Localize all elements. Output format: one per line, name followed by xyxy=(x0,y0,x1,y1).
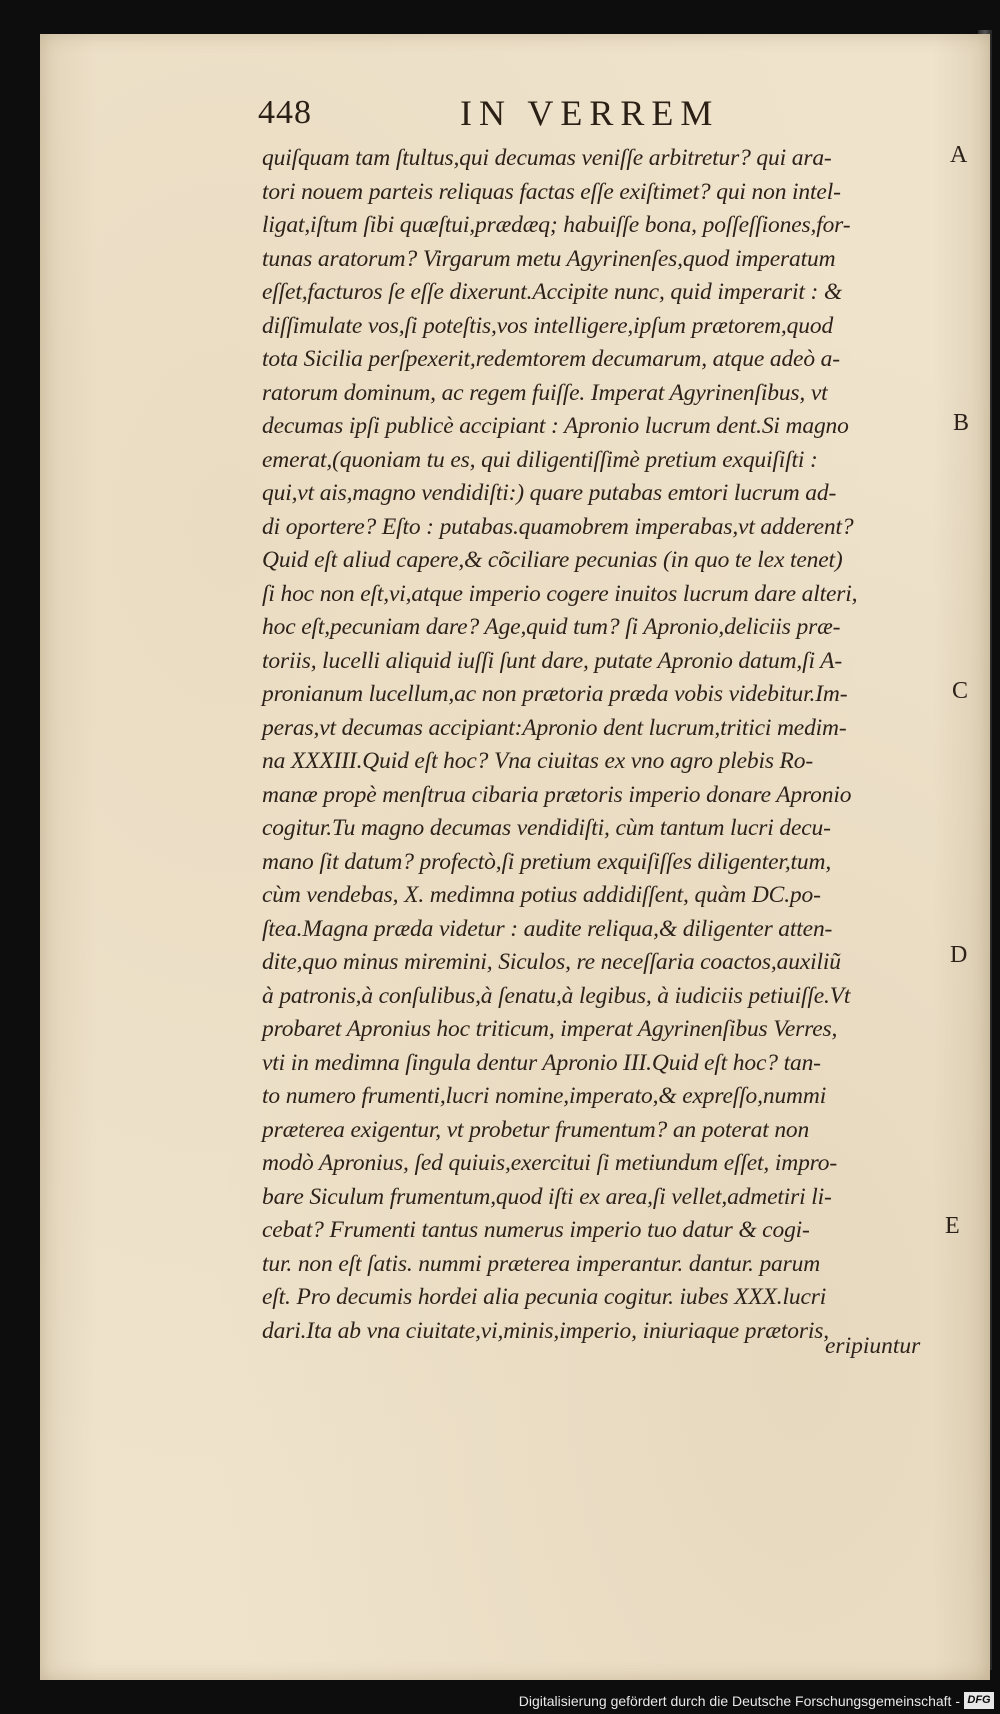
text-line: modò Apronius, ſed quiuis,exercitui ſi metiundum eſſet, impro- xyxy=(262,1150,838,1176)
text-line: cùm vendebas, X. medimna potius addidiſſent, quàm DC.po- xyxy=(262,882,821,908)
text-line: præterea exigentur, vt probetur frumentum? an poterat non xyxy=(262,1116,810,1143)
text-line: quiſquam tam ſtultus,qui decumas veniſſe arbitretur? qui ara- xyxy=(262,145,832,171)
text-line: toriis, lucelli aliquid iuſſi ſunt dare, putate Apronio datum,ſi A- xyxy=(262,647,843,674)
page-number: 448 xyxy=(258,94,312,131)
margin-marker-b: B xyxy=(953,410,970,436)
text-line: na XXXIII.Quid eſt hoc? Vna ciuitas ex vno agro plebis Ro- xyxy=(262,748,814,774)
text-line: tunas aratorum? Virgarum metu Agyrinenſes,quod imperatum xyxy=(262,245,836,272)
text-line: tur. non eſt ſatis. nummi præterea imperantur. dantur. parum xyxy=(262,1250,821,1277)
margin-marker-a: A xyxy=(950,142,968,168)
text-line: ſi hoc non eſt,vi,atque imperio cogere inuitos lucrum dare alteri, xyxy=(262,580,858,607)
margin-marker-e: E xyxy=(945,1213,960,1239)
text-line: decumas ipſi publicè accipiant : Apronio lucrum dent.Si magno xyxy=(262,413,849,439)
text-line: eſt. Pro decumis hordei alia pecunia cogitur. iubes XXX.lucri xyxy=(262,1284,827,1310)
dfg-logo: DFG xyxy=(964,1692,994,1709)
text-line: tota Sicilia perſpexerit,redemtorem decumarum, atque adeò a- xyxy=(262,346,840,372)
margin-marker-d: D xyxy=(950,942,968,968)
catchword: eripiuntur xyxy=(825,1333,921,1359)
text-line: pronianum lucellum,ac non prætoria præda vobis videbitur.Im- xyxy=(262,681,848,707)
margin-marker-c: C xyxy=(952,678,969,704)
text-line: vti in medimna ſingula dentur Apronio III.Quid eſt hoc? tan- xyxy=(262,1049,821,1076)
text-line: to numero frumenti,lucri nomine,imperato,& expreſſo,nummi xyxy=(262,1083,827,1109)
text-line: ſtea.Magna præda videtur : audite reliqua,& diligenter atten- xyxy=(262,915,833,942)
text-line: cebat? Frumenti tantus numerus imperio tuo datur & cogi- xyxy=(262,1217,810,1243)
running-head: IN VERREM xyxy=(460,93,720,133)
footer-bar xyxy=(0,1688,1000,1714)
text-line: dite,quo minus miremini, Siculos, re neceſſaria coactos,auxiliũ xyxy=(262,949,841,975)
text-line: manæ propè menſtrua cibaria prætoris imperio donare Apronio xyxy=(262,781,852,808)
text-line: eſſet,facturos ſe eſſe dixerunt.Accipite nunc, quid imperarit : & xyxy=(262,279,842,305)
text-line: probaret Apronius hoc triticum, imperat Agyrinenſibus Verres, xyxy=(262,1016,838,1042)
text-line: à patronis,à conſulibus,à ſenatu,à legibus, à iudiciis petiuiſſe.Vt xyxy=(262,982,851,1009)
text-line: peras,vt decumas accipiant:Apronio dent lucrum,tritici medim- xyxy=(262,714,847,741)
text-line: tori nouem parteis reliquas factas eſſe exiſtimet? qui non intel- xyxy=(262,178,841,205)
text-line: mano ſit datum? profectò,ſi pretium exquiſiſſes diligenter,tum, xyxy=(262,848,832,875)
text-line: bare Siculum frumentum,quod iſti ex area,ſi vellet,admetiri li- xyxy=(262,1183,832,1210)
text-line: di oportere? Eſto : putabas.quamobrem imperabas,vt adderent? xyxy=(262,513,854,540)
text-line: hoc eſt,pecuniam dare? Age,quid tum? ſi Apronio,deliciis præ- xyxy=(262,614,841,640)
text-line: cogitur.Tu magno decumas vendidiſti, cùm tantum lucri decu- xyxy=(262,815,831,841)
text-line: ratorum dominum, ac regem fuiſſe. Imperat Agyrinenſibus, vt xyxy=(262,379,828,406)
text-line: Quid eſt aliud capere,& cõciliare pecunias (in quo te lex tenet) xyxy=(262,547,843,573)
text-line: qui,vt ais,magno vendidiſti:) quare putabas emtori lucrum ad- xyxy=(262,480,837,506)
footer-credit: Digitalisierung gefördert durch die Deutsche Forschungsgemeinschaft - xyxy=(518,1693,960,1709)
text-line: diſſimulate vos,ſi poteſtis,vos intelligere,ipſum prætorem,quod xyxy=(262,312,834,339)
text-block xyxy=(262,142,950,1348)
text-line: emerat,(quoniam tu es, qui diligentiſſimè pretium exquiſiſti : xyxy=(262,446,818,473)
text-line: ligat,iſtum ſibi quæſtui,prædæq; habuiſſe bona, poſſeſſiones,for- xyxy=(262,212,851,238)
text-line: dari.Ita ab vna ciuitate,vi,minis,imperio, iniuriaque prætoris, xyxy=(262,1317,829,1344)
